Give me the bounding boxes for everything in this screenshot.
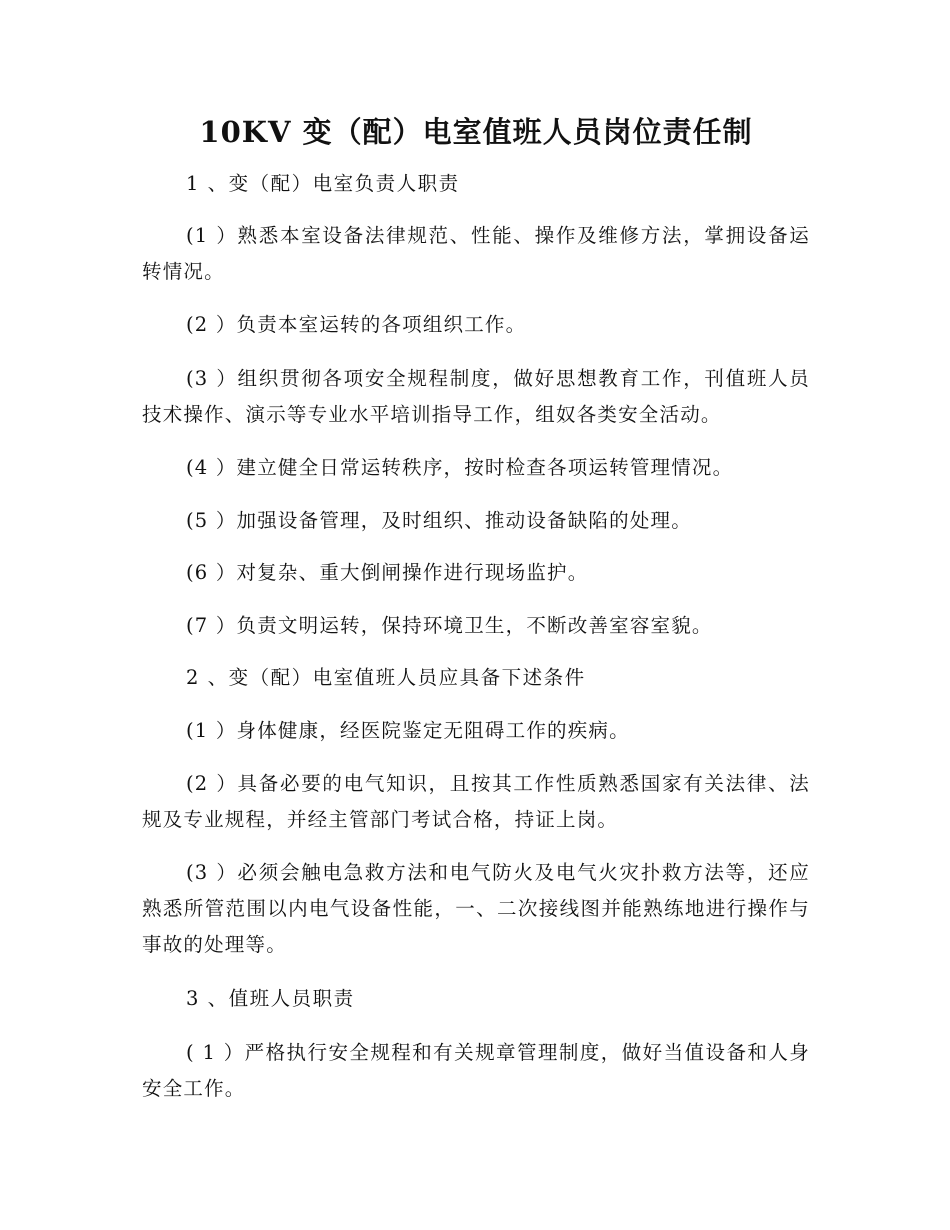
section-2-item-3: (3 ）必须会触电急救方法和电气防火及电气火灾扑救方法等，还应熟悉所管范围以内电气设备性能，一、二次接线图并能熟练地进行操作与事故的处理等。 — [142, 861, 810, 956]
section-1-item-6: (6 ）对复杂、重大倒闸操作进行现场监护。 — [186, 561, 589, 584]
section-2-item-1: (1 ）身体健康，经医院鉴定无阻碍工作的疾病。 — [186, 719, 630, 742]
section-1-item-7: (7 ）负责文明运转，保持环境卫生，不断改善室容室貌。 — [186, 614, 713, 637]
section-1-item-3: (3 ）组织贯彻各项安全规程制度，做好思想教育工作，刊值班人员技术操作、演示等专业水平培训指导工作，组奴各类安全活动。 — [142, 367, 810, 426]
section-3-heading: 3 、值班人员职责 — [186, 987, 355, 1010]
section-1-item-2: (2 ）负责本室运转的各项组织工作。 — [186, 313, 527, 336]
section-2-item-2: (2 ）具备必要的电气知识，且按其工作性质熟悉国家有关法律、法规及专业规程，并经主管部门考试合格，持证上岗。 — [142, 772, 810, 831]
section-2-heading: 2 、变（配）电室值班人员应具备下述条件 — [186, 666, 586, 689]
document-title: 10KV 变（配）电室值班人员岗位责任制 — [199, 115, 753, 149]
section-1-item-5: (5 ）加强设备管理，及时组织、推动设备缺陷的处理。 — [186, 509, 692, 532]
section-3-item-1: ( 1 ）严格执行安全规程和有关规章管理制度，做好当值设备和人身安全工作。 — [142, 1041, 810, 1100]
section-1-item-4: (4 ）建立健全日常运转秩序，按时检查各项运转管理情况。 — [186, 456, 734, 479]
section-1-item-1: (1 ）熟悉本室设备法律规范、性能、操作及维修方法，掌拥设备运转情况。 — [142, 224, 810, 283]
section-1-heading: 1 、变（配）电室负责人职责 — [186, 172, 460, 195]
